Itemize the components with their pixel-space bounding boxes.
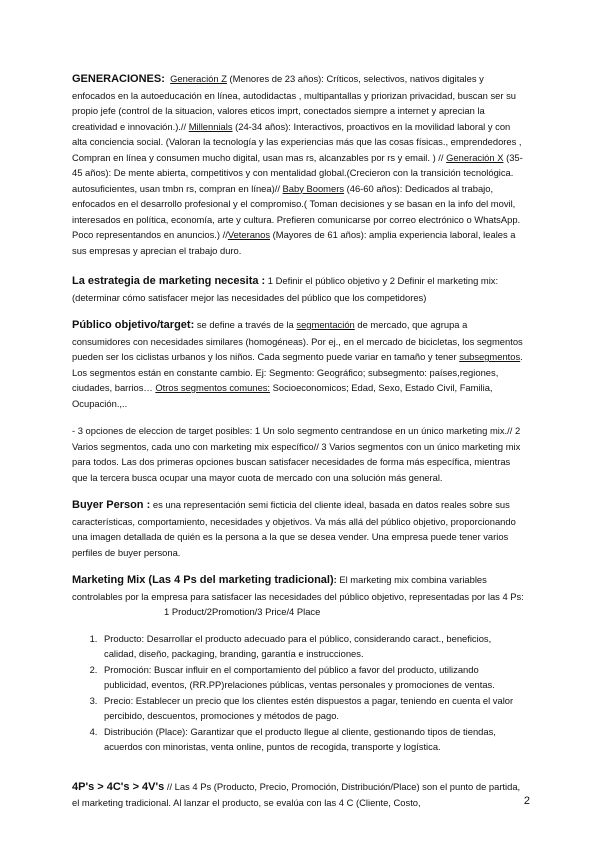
buyer-paragraph: [72, 497, 524, 560]
page-number: 2: [523, 795, 530, 807]
millennials-text: (24-34 años): Interactivos, proactivos en la movilidad laboral y con alta conciencia social. (Valoran la tecnología y las experiencias más que las cosas físicas., emprendedores , Compran en línea y consumen mucho digital, usan mas rs, alcanzables por rs y email. ) //: [72, 120, 522, 163]
cuatro-heading: 4P's > 4C's > 4V's: [72, 780, 165, 793]
publico-text-3: . Los segmentos están en constante cambio. Ej: Segmento: Geográfico; subsegmento: países,regiones, ciudades, barrios…: [72, 351, 523, 393]
list-item: 1. Producto: Desarrollar el producto adecuado para el público, considerando caract., beneficios, calidad, diseño, packaging, branding, garantía e instrucciones.: [100, 631, 524, 662]
mix-paragraph: [72, 572, 524, 620]
page-content: [72, 71, 524, 811]
veteranos-label: Veteranos: [227, 229, 271, 240]
otros-segmentos-term: Otros segmentos comunes:: [155, 382, 271, 393]
estrategia-paragraph: [72, 273, 524, 305]
cuatro-paragraph: [72, 779, 524, 811]
buyer-text: es una representación semi ficticia del cliente ideal, basada en datos reales sobre sus características, comportamiento, necesidades y objetivos. Va más allá del público objetivo, proporcionando una imagen detallada de quién es la persona a la que se desea vender. Una empresa puede tener varios perfiles de buyer persona.: [72, 499, 516, 558]
cuatro-text: // Las 4 Ps (Producto, Precio, Promoción, Distribución/Place) son el punto de partida, el marketing tradicional. Al lanzar el producto, se evalúa con las 4 C (Cliente, Costo,: [72, 780, 521, 808]
segmentacion-term: segmentación: [296, 319, 355, 330]
buyer-heading: Buyer Person :: [72, 499, 151, 511]
publico-text-4: Socioeconomicos; Edad, Sexo, Estado Civil, Familia, Ocupación.,..: [72, 382, 493, 409]
millennials-label: Millennials: [188, 120, 233, 132]
boomers-label: Baby Boomers: [282, 182, 345, 194]
mix-text: El marketing mix combina variables controlables por la empresa para satisfacer las necesidades del público objetivo, representadas por las 4 Ps:: [72, 574, 524, 602]
mix-list: [72, 631, 524, 755]
gen-x-text: (35-45 años): De mente abierta, competitivos y con mentalidad global.(Crecieron con la transición tecnológica. autosuficientes, usan tmbn rs, compran en línea)//: [72, 151, 523, 194]
generaciones-paragraph: [72, 71, 524, 258]
publico-text-1: se define a través de la: [194, 319, 297, 330]
gen-z-text: (Menores de 23 años): Críticos, selectivos, nativos digitales y enfocados en la autoeducación en línea, autodidactas , multipantallas y priorizan privacidad, buscan ser su propio jefe (control de la situacion, valores eticos imprt, conectados siempre a internet y aprecian la creatividad e innovación.).//: [72, 73, 517, 132]
list-item: 2. Promoción: Buscar influir en el comportamiento del público a favor del producto, utilizando publicidad, eventos, (RR.PP)relaciones públicas, ventas personales y promociones de ventas.: [100, 662, 524, 693]
mix-ps-list: 1 Product/2Promotion/3 Price/4 Place: [164, 606, 321, 617]
list-item: 4. Distribución (Place): Garantizar que el producto llegue al cliente, gestionando tipos de tiendas, acuerdos con minoristas, venta online, puntos de recogida, transporte y logística.: [100, 724, 524, 755]
mix-colon: :: [333, 574, 337, 585]
publico-heading: Público objetivo/target:: [72, 319, 195, 331]
mix-heading: Marketing Mix (Las 4 Ps del marketing tradicional): [72, 574, 334, 586]
veteranos-text: (Mayores de 61 años): amplia experiencia laboral, leales a sus empresas y aprecian el trabajo duro.: [72, 229, 516, 256]
estrategia-heading: La estrategia de marketing necesita :: [72, 275, 266, 287]
gen-x-label: Generación X: [446, 151, 504, 163]
list-item: 3. Precio: Establecer un precio que los clientes estén dispuestos a pagar, teniendo en cuenta el valor percibido, descuentos, promociones y métodos de pago.: [100, 693, 524, 724]
opciones-paragraph: - 3 opciones de eleccion de target posibles: 1 Un solo segmento centrandose en un único marketing mix.// 2 Varios segmentos, cada uno con marketing mix específico// 3 Varios segmentos con un único marketing mix para todos. Las dos primeras opciones buscan satisfacer necesidades de forma más específica, mientras que la tercera busca ocupar una mayor cuota de mercado con una solución más general.: [72, 425, 521, 483]
publico-paragraph: [72, 317, 524, 411]
generaciones-heading: GENERACIONES:: [72, 73, 165, 85]
subsegmentos-term: subsegmentos: [459, 351, 521, 362]
publico-text-2: de mercado, que agrupa a consumidores con necesidades similares (homogéneas). Por ej., en el mercado de bicicletas, los segmentos pueden ser los ciclistas urbanos y los niños. Cada segmento puede variar en tamaño y tener: [72, 319, 523, 362]
boomers-text: (46-60 años): Dedicados al trabajo, enfocados en el desarrollo profesional y el compromiso.( Toman decisiones y se basan en la info del movil, interesados en política, economía, arte y cultura. Prefieren comunicarse por correo electrónico o WhatsApp. Poco representandos en anuncios.) //: [72, 182, 521, 240]
gen-z-label: Generación Z: [170, 73, 227, 84]
estrategia-text: 1 Definir el público objetivo y 2 Definir el marketing mix: (determinar cómo satisfacer mejor las necesidades del público que los competidores): [72, 275, 499, 303]
